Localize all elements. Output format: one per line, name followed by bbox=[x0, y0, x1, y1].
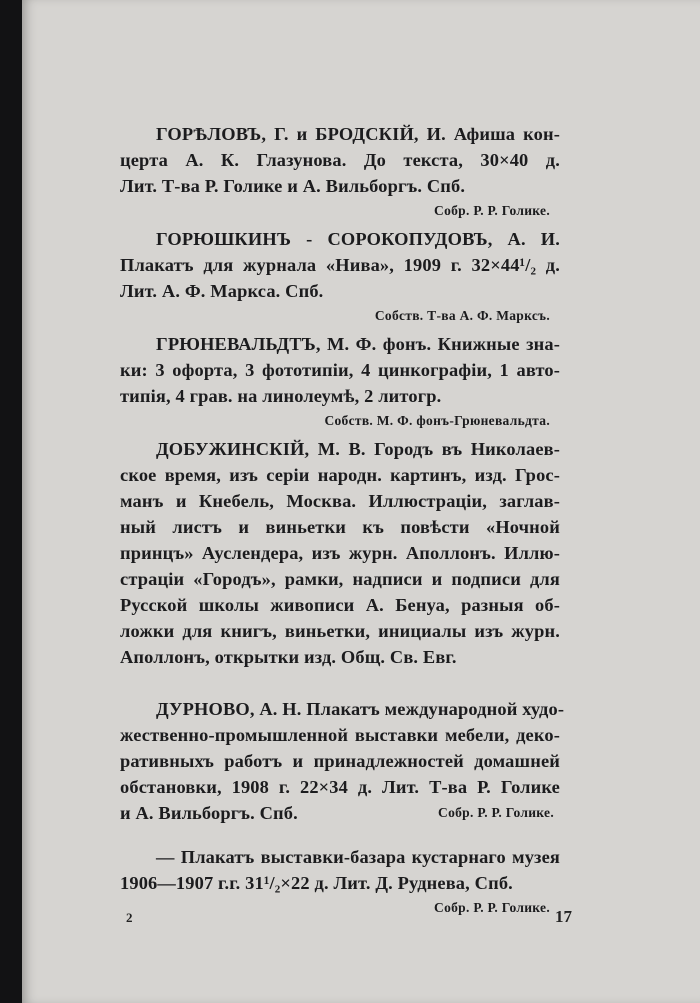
entry-source: Собр. Р. Р. Голике. bbox=[438, 805, 554, 820]
entry-dobuzhinsky bbox=[120, 436, 560, 670]
spacer bbox=[120, 676, 560, 696]
entry-source: Собств. М. Ф. фонъ-Грюневальдта. bbox=[324, 413, 550, 428]
entry-line: — Плакатъ выставки-базара кустарнаго музея bbox=[156, 847, 560, 867]
entry-line: ДУРНОВО, А. Н. Плакатъ международной худо- bbox=[156, 699, 565, 719]
page-number-right: 17 bbox=[555, 907, 572, 926]
entry-line: Лит. А. Ф. Маркса. Спб. bbox=[120, 281, 324, 301]
entry-line: и А. Вильборгъ. Спб. bbox=[120, 803, 298, 823]
entry-line: принцъ» Ауслендера, изъ журн. Аполлонъ. Иллю- bbox=[120, 543, 560, 563]
book-page bbox=[22, 0, 700, 1003]
entry-source: Собр. Р. Р. Голике. bbox=[434, 203, 550, 218]
entry-line: манъ и Кнебель, Москва. Иллюстраціи, заглав- bbox=[120, 491, 560, 511]
entry-line: Аполлонъ, открытки изд. Общ. Св. Евг. bbox=[120, 647, 457, 667]
entry-line: ДОБУЖИНСКІЙ, М. В. Городъ въ Николаев- bbox=[156, 439, 560, 459]
entry-line: ГОРЮШКИНЪ - СОРОКОПУДОВЪ, А. И. bbox=[156, 229, 560, 249]
entry-source: Собств. Т-ва А. Ф. Марксъ. bbox=[374, 308, 550, 323]
entry-line: ГОРѢЛОВЪ, Г. и БРОДСКІЙ, И. Афиша кон- bbox=[156, 124, 560, 144]
entry-line: Лит. Т-ва Р. Голике и А. Вильборгъ. Спб. bbox=[120, 176, 466, 196]
entry-line: ки: 3 офорта, 3 фототипіи, 4 цинкографіи, 1 авто- bbox=[120, 360, 560, 380]
entry-grunewaldt bbox=[120, 331, 560, 430]
entry-line: Плакатъ для журнала «Нива», 1909 г. 32×44¹/₂ д. bbox=[120, 255, 560, 275]
entry-durnovo bbox=[120, 696, 565, 826]
entry-line: страціи «Городъ», рамки, надписи и подписи для bbox=[120, 569, 560, 589]
entry-line: жественно-промышленной выставки мебели, деко- bbox=[120, 725, 560, 745]
entry-line: ный листъ и виньетки къ повѣсти «Ночной bbox=[120, 517, 560, 537]
entry-line-with-source bbox=[120, 800, 560, 826]
entry-line: типія, 4 грав. на линолеумѣ, 2 литогр. bbox=[120, 386, 442, 406]
entry-bazaar-poster bbox=[120, 844, 560, 917]
entry-line: церта А. К. Глазунова. До текста, 30×40 д. bbox=[120, 150, 560, 170]
entry-line: Русской школы живописи А. Бенуа, разныя об- bbox=[120, 595, 560, 615]
entry-line: ративныхъ работъ и принадлежностей домашней bbox=[120, 751, 560, 771]
entry-line: обстановки, 1908 г. 22×34 д. Лит. Т-ва Р. Голике bbox=[120, 777, 560, 797]
page-number-left: 2 bbox=[126, 910, 133, 925]
spacer bbox=[120, 832, 560, 844]
entry-line: ГРЮНЕВАЛЬДТЪ, М. Ф. фонъ. Книжные зна- bbox=[156, 334, 560, 354]
entry-line: ское время, изъ серіи народн. картинъ, изд. Грос- bbox=[120, 465, 560, 485]
entry-line: 1906—1907 г.г. 31¹/₂×22 д. Лит. Д. Руднева, Спб. bbox=[120, 873, 513, 893]
entry-line: ложки для книгъ, виньетки, инициалы изъ журн. bbox=[120, 621, 560, 641]
text-column bbox=[120, 121, 565, 923]
entry-source: Собр. Р. Р. Голике. bbox=[434, 900, 550, 915]
entry-gorelov bbox=[120, 121, 560, 220]
entry-goryushkin bbox=[120, 226, 560, 325]
